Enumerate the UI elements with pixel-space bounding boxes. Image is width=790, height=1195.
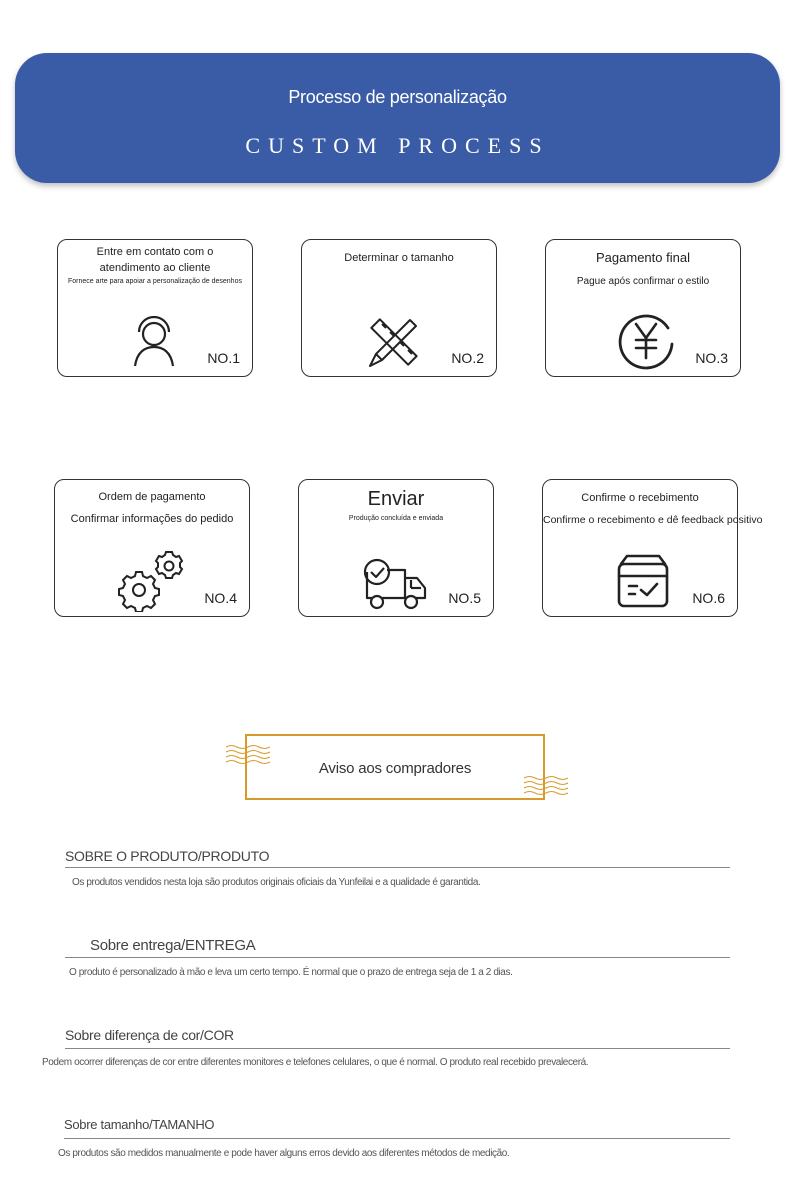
section-body-product: Os produtos vendidos nesta loja são produtos originais oficiais da Yunfeilai e a qualidade é garantida.: [72, 877, 481, 888]
gears-icon: [117, 548, 187, 612]
step-number: NO.4: [204, 590, 237, 606]
step-title: Enviar: [367, 488, 425, 510]
step-title: Determinar o tamanho: [344, 252, 454, 264]
section-title-delivery: Sobre entrega/ENTREGA: [90, 937, 256, 954]
banner-subtitle: CUSTOM PROCESS: [245, 133, 550, 158]
truck-icon: [361, 558, 429, 612]
section-title-color: Sobre diferença de cor/COR: [65, 1027, 234, 1043]
step-title: Confirme o recebimento: [581, 492, 699, 504]
notice-title: Aviso aos compradores: [318, 760, 472, 777]
step-number: NO.1: [207, 350, 240, 366]
section-title-product: SOBRE O PRODUTO/PRODUTO: [65, 848, 270, 864]
person-icon: [130, 316, 178, 368]
section-title-size: Sobre tamanho/TAMANHO: [64, 1117, 215, 1132]
step-card-3: [545, 239, 741, 377]
step-card-1: [57, 239, 253, 377]
banner-title: Processo de personalização: [288, 87, 507, 107]
step-card-5: [298, 479, 494, 617]
step-title: Pagamento final: [596, 250, 690, 265]
step-card-6: [542, 479, 763, 617]
section-body-delivery: O produto é personalizado à mão e leva um certo tempo. É normal que o prazo de entrega seja de 1 a 2 dias.: [69, 967, 513, 978]
section-divider: [65, 867, 730, 868]
step-number: NO.6: [692, 590, 725, 606]
notice-box: [245, 734, 545, 800]
step-number: NO.5: [448, 590, 481, 606]
step-number: NO.3: [695, 350, 728, 366]
step-number: NO.2: [451, 350, 484, 366]
step-description: Produção concluída e enviada: [348, 515, 444, 522]
step-title: Ordem de pagamento: [98, 491, 206, 503]
yen-coin-icon: [616, 310, 676, 370]
step-card-4: [54, 479, 250, 617]
box-check-icon: [615, 552, 671, 610]
step-description: Fornece arte para apoiar a personalização de desenhos: [68, 278, 242, 285]
pencil-ruler-icon: [364, 312, 424, 372]
step-card-2: [301, 239, 497, 377]
section-divider: [65, 1048, 730, 1049]
step-title: Entre em contato com o atendimento ao cliente: [96, 246, 214, 274]
section-body-color: Podem ocorrer diferenças de cor entre diferentes monitores e telefones celulares, o que é normal. O produto real recebido prevalecerá.: [42, 1057, 589, 1068]
section-body-size: Os produtos são medidos manualmente e pode haver alguns erros devido aos diferentes métodos de medição.: [58, 1148, 510, 1159]
step-description: Confirmar informações do pedido: [70, 513, 234, 525]
header-banner: [15, 53, 780, 183]
section-divider: [65, 957, 730, 958]
section-divider: [64, 1138, 730, 1139]
step-description: Pague após confirmar o estilo: [576, 276, 710, 287]
wave-decoration-icon: [524, 775, 568, 797]
step-description: Confirme o recebimento e dê feedback positivo: [543, 514, 763, 526]
